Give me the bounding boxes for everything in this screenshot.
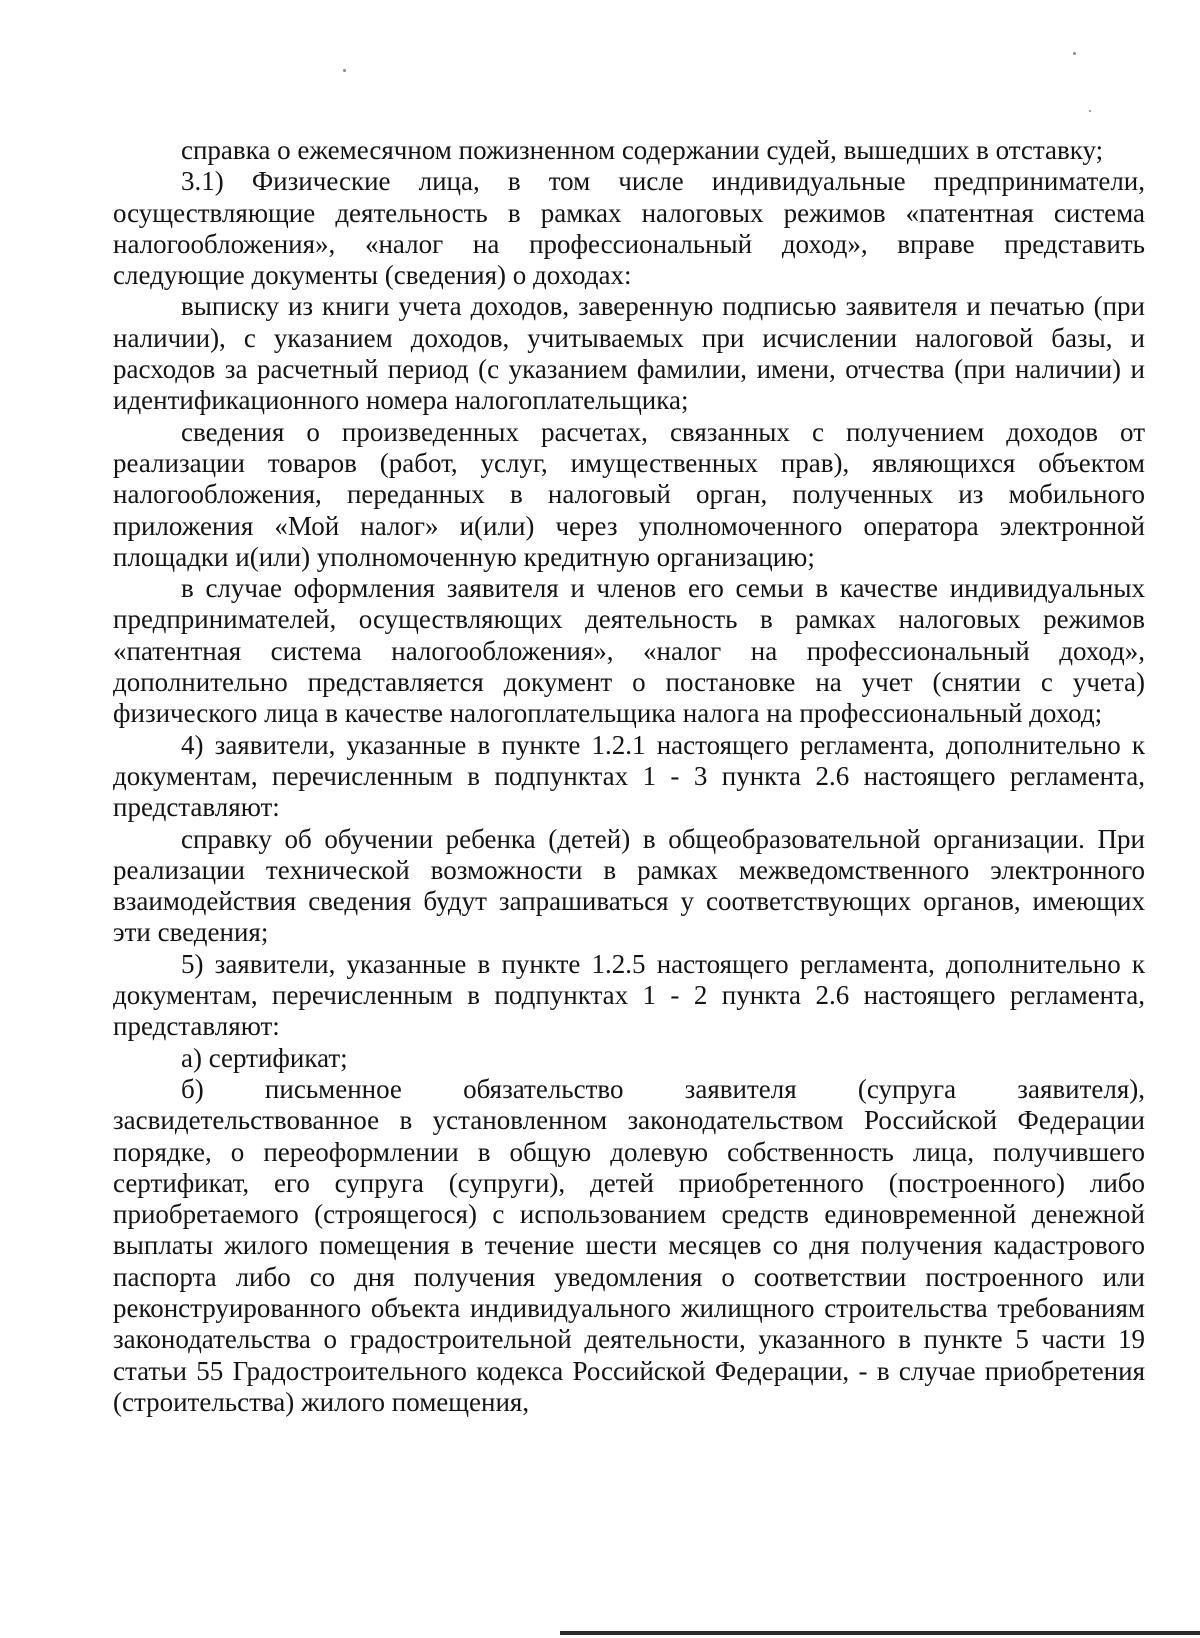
- paragraph: б) письменное обязательство заявителя (супруга заявителя), засвидетельствованное в установленном законодательством Российской Федерации порядке, о переоформлении в общую долевую собственность лица, получившего сертификат, его супруга (супруги), детей приобретенного (построенного) либо приобретаемого (строящегося) с использованием средств единовременной денежной выплаты жилого помещения в течение шести месяцев со дня получения кадастрового паспорта либо со дня получения уведомления о соответствии построенного или реконструированного объекта индивидуального жилищного строительства требованиям законодательства о градостроительной деятельности, указанного в пункте 5 части 19 статьи 55 Градостроительного кодекса Российской Федерации, - в случае приобретения (строительства) жилого помещения,: [113, 1073, 1145, 1417]
- paragraph: выписку из книги учета доходов, заверенную подписью заявителя и печатью (при наличии), с указанием доходов, учитываемых при исчислении налоговой базы, и расходов за расчетный период (с указанием фамилии, имени, отчества (при наличии) и идентификационного номера налогоплательщика;: [113, 291, 1145, 416]
- paragraph: а) сертификат;: [181, 1042, 348, 1073]
- paragraph: справку об обучении ребенка (детей) в общеобразовательной организации. При реализации технической возможности в рамках межведомственного электронного взаимодействия сведения будут запрашиваться у соответствующих органов, имеющих эти сведения;: [113, 823, 1145, 948]
- document-body: [113, 135, 1145, 1418]
- scan-edge-line: [560, 1631, 1200, 1635]
- paragraph: 5) заявители, указанные в пункте 1.2.5 настоящего регламента, дополнительно к документам, перечисленным в подпунктах 1 - 2 пункта 2.6 настоящего регламента, представляют:: [113, 948, 1145, 1042]
- scan-speck: [1089, 110, 1091, 112]
- paragraph: 3.1) Физические лица, в том числе индивидуальные предприниматели, осуществляющие деятельность в рамках налоговых режимов «патентная система налогообложения», «налог на профессиональный доход», вправе представить следующие документы (сведения) о доходах:: [113, 166, 1145, 291]
- paragraph: справка о ежемесячном пожизненном содержании судей, вышедших в отставку;: [181, 135, 1104, 165]
- paragraph: сведения о произведенных расчетах, связанных с получением доходов от реализации товаров (работ, услуг, имущественных прав), являющихся объектом налогообложения, переданных в налоговый орган, полученных из мобильного приложения «Мой налог» и(или) через уполномоченного оператора электронной площадки и(или) уполномоченную кредитную организацию;: [113, 416, 1145, 572]
- scan-speck: [343, 69, 346, 72]
- paragraph: 4) заявители, указанные в пункте 1.2.1 настоящего регламента, дополнительно к документам, перечисленным в подпунктах 1 - 3 пункта 2.6 настоящего регламента, представляют:: [113, 729, 1145, 823]
- paragraph: в случае оформления заявителя и членов его семьи в качестве индивидуальных предпринимателей, осуществляющих деятельность в рамках налоговых режимов «патентная система налогообложения», «налог на профессиональный доход», дополнительно представляется документ о постановке на учет (снятии с учета) физического лица в качестве налогоплательщика налога на профессиональный доход;: [113, 573, 1145, 729]
- scan-speck: [1073, 52, 1076, 55]
